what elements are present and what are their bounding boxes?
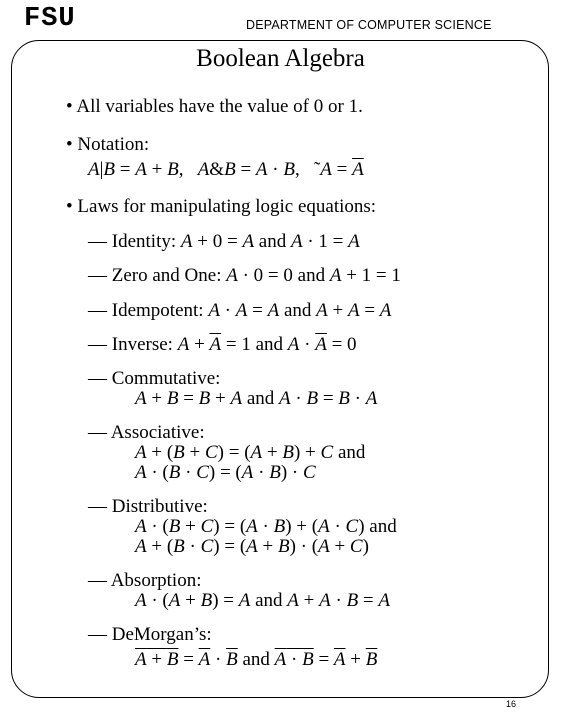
and-word: and xyxy=(337,442,366,463)
and-word: and xyxy=(246,388,275,409)
law-label: — Zero and One: xyxy=(88,265,222,286)
and-word: and xyxy=(258,231,287,252)
bullet-variables: • All variables have the value of 0 or 1. xyxy=(66,96,363,117)
law-idempotent: — Idempotent: A · A = A and A + A = A xyxy=(88,300,392,321)
department-header: DEPARTMENT OF COMPUTER SCIENCE xyxy=(246,18,492,32)
and-word: and xyxy=(283,300,312,321)
law-demorgan-eq: $A + B = \overline{A} \cdot \overline{B}$ and $A \cdot B = \overline{A} + \overline{B}$ xyxy=(135,649,378,670)
law-absorption-eq: A · (A + B) = A and A + A · B = A xyxy=(135,590,390,611)
law-absorption-label: — Absorption: xyxy=(88,570,202,591)
law-distributive-eq2: A + (B · C) = (A + B) · (A + C) xyxy=(135,536,369,557)
law-distributive-label: — Distributive: xyxy=(88,496,208,517)
law-inverse: — Inverse: $A + \overline{A} = 1$ and $A \cdot \overline{A} = 0$ xyxy=(88,334,357,355)
notation-equations: A|B = A + B, A&B = A · B, ˜A = $\overline{A}$ xyxy=(88,159,364,180)
law-label: — Idempotent: xyxy=(88,300,204,321)
law-associative-eq1: A + (B + C) = (A + B) + C and xyxy=(135,442,366,463)
law-zero-one: — Zero and One: A · 0 = 0 and A + 1 = 1 xyxy=(88,265,401,286)
law-associative-label: — Associative: xyxy=(88,422,205,443)
and-word: and xyxy=(255,334,284,355)
fsu-logo: FSU xyxy=(24,4,76,34)
and-word: and xyxy=(255,590,283,611)
bullet-notation: • Notation: xyxy=(66,134,150,155)
law-identity: — Identity: A + 0 = A and A · 1 = A xyxy=(88,231,360,252)
and-word: and xyxy=(242,649,270,670)
and-word: and xyxy=(297,265,326,286)
law-distributive-eq1: A · (B + C) = (A · B) + (A · C) and xyxy=(135,516,397,537)
page-number: 16 xyxy=(506,699,517,709)
law-demorgan-label: — DeMorgan’s: xyxy=(88,624,212,645)
law-commutative-eq: A + B = B + A and A · B = B · A xyxy=(135,388,378,409)
law-label: — Inverse: xyxy=(88,334,173,355)
law-commutative-label: — Commutative: xyxy=(88,368,221,389)
slide-title: Boolean Algebra xyxy=(196,45,365,72)
law-label: — Identity: xyxy=(88,231,177,252)
and-word: and xyxy=(369,516,397,537)
bullet-laws: • Laws for manipulating logic equations: xyxy=(66,196,377,217)
law-associative-eq2: A · (B · C) = (A · B) · C xyxy=(135,462,316,483)
